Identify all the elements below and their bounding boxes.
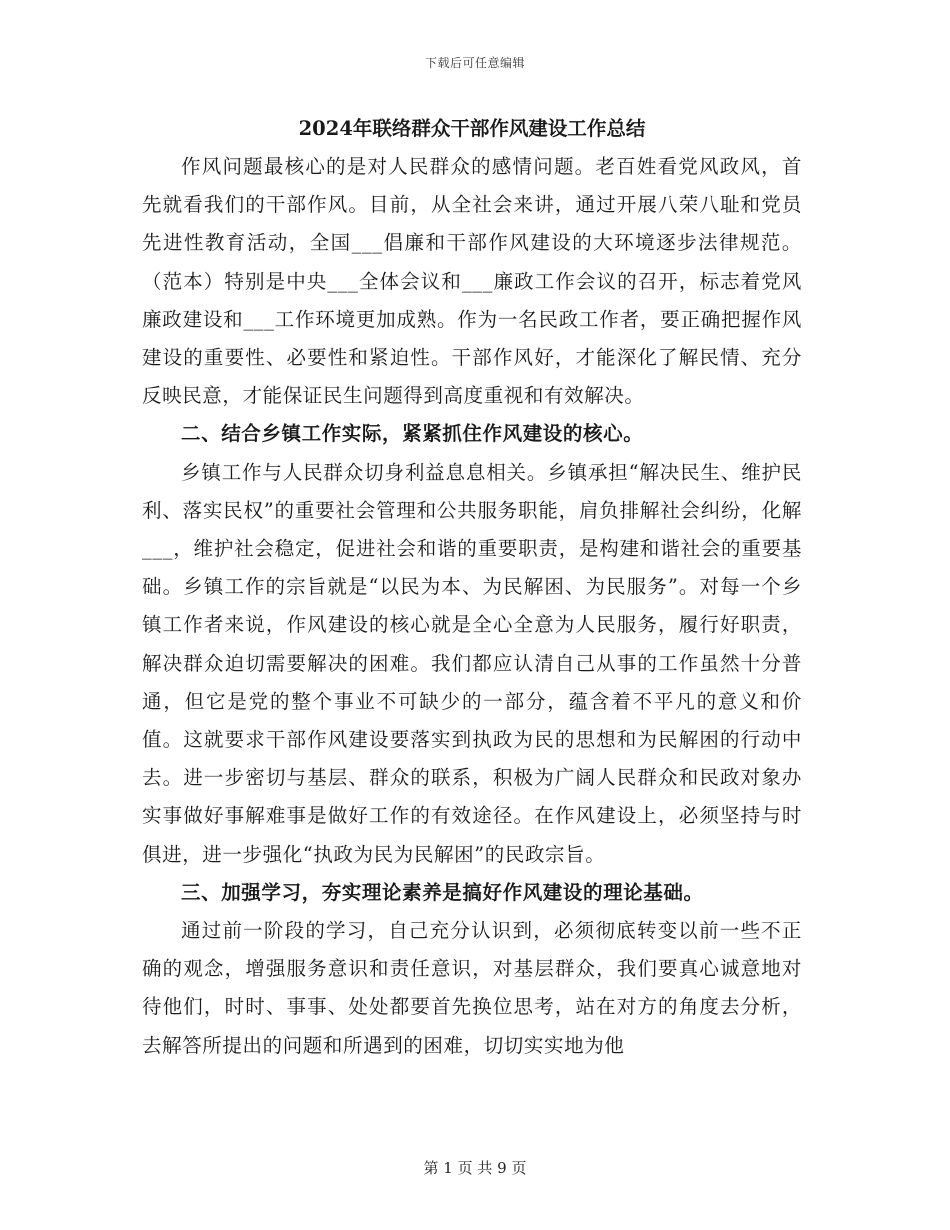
header-note: 下载后可任意编辑	[424, 56, 525, 70]
page-footer: 第 1 页 共 9 页	[423, 1159, 527, 1177]
document-title: 2024年联络群众干部作风建设工作总结	[298, 117, 646, 140]
document-body	[142, 112, 802, 1065]
paragraph-intro: 作风问题最核心的是对人民群众的感情问题。老百姓看党风政风，首先就看我们的干部作风。目前，从全社会来讲，通过开展八荣八耻和党员先进性教育活动，全国___倡廉和干部作风建设的大环境逐步法律规范。（范本）特别是中央___全体会议和___廉政工作会议的召开，标志着党风廉政建设和___工作环境更加成熟。作为一名民政工作者，要正确把握作风建设的重要性、必要性和紧迫性。干部作风好，才能深化了解民情、充分反映民意，才能保证民生问题得到高度重视和有效解决。	[142, 155, 802, 408]
section-heading-2: 二、结合乡镇工作实际，紧紧抓住作风建设的核心。	[181, 422, 644, 446]
section-heading-3: 三、加强学习，夯实理论素养是搞好作风建设的理论基础。	[181, 880, 704, 904]
paragraph-section-3: 通过前一阶段的学习，自己充分认识到，必须彻底转变以前一些不正确的观念，增强服务意识和责任意识，对基层群众，我们要真心诚意地对待他们，时时、事事、处处都要首先换位思考，站在对方的角度去分析，去解答所提出的问题和所遇到的困难，切切实实地为他	[142, 919, 802, 1057]
paragraph-section-2: 乡镇工作与人民群众切身利益息息相关。乡镇承担“解决民生、维护民利、落实民权”的重要社会管理和公共服务职能，肩负排解社会纠纷，化解___，维护社会稳定，促进社会和谐的重要职责，是构建和谐社会的重要基础。乡镇工作的宗旨就是“以民为本、为民解困、为民服务”。对每一个乡镇工作者来说，作风建设的核心就是全心全意为人民服务，履行好职责，解决群众迫切需要解决的困难。我们都应认清自己从事的工作虽然十分普通，但它是党的整个事业不可缺少的一部分，蕴含着不平凡的意义和价值。这就要求干部作风建设要落实到执政为民的思想和为民解困的行动中去。进一步密切与基层、群众的联系，积极为广阔人民群众和民政对象办实事做好事解难事是做好工作的有效途径。在作风建设上，必须坚持与时俱进，进一步强化“执政为民为民解困”的民政宗旨。	[142, 460, 802, 866]
